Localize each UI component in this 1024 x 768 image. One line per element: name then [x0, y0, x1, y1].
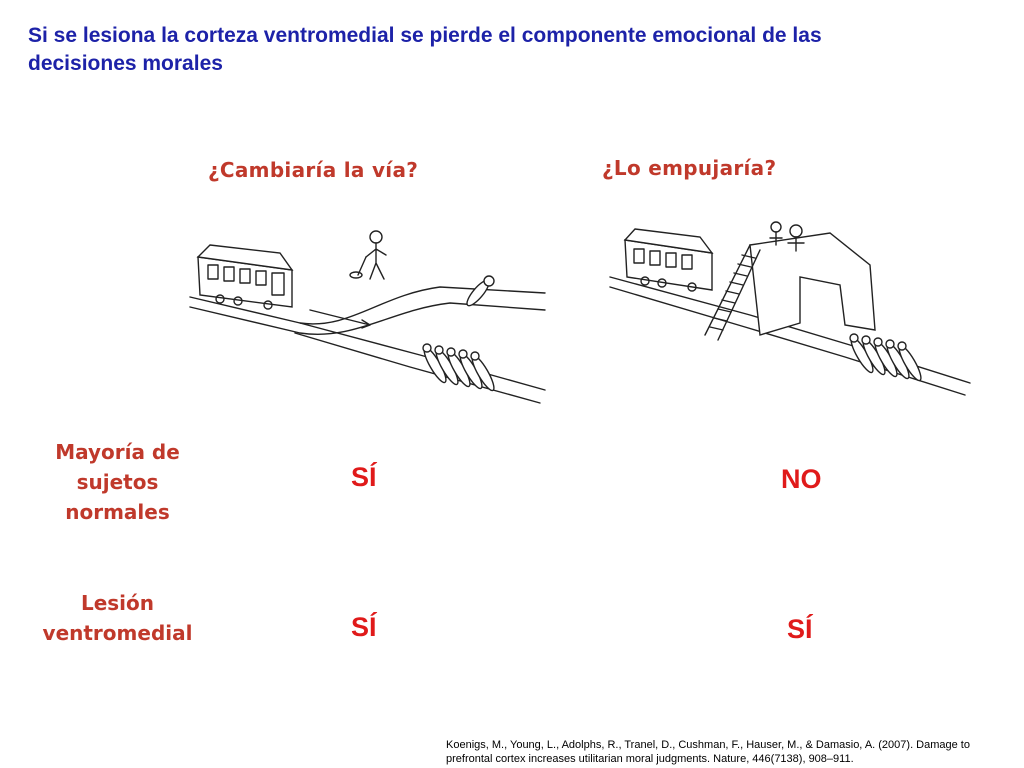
row-label-ventromedial-lesion: Lesión ventromedial [42, 591, 193, 645]
citation: Koenigs, M., Young, L., Adolphs, R., Tranel, D., Cushman, F., Hauser, M., & Damasio, A. (2007). Damage to prefrontal cortex increases utilitarian moral judgments. Nature, 446(7138), 908–911. [446, 739, 970, 765]
question-switch-track: ¿Cambiaría la vía? [208, 158, 419, 182]
answer-normal-switch: SÍ [351, 462, 377, 492]
slide-title: Si se lesiona la corteza ventromedial se pierde el componente emocional de las decisiones morales [28, 24, 822, 75]
row-label-normal-subjects: Mayoría de sujetos normales [55, 440, 180, 524]
answer-normal-push: NO [781, 464, 822, 494]
answer-lesion-switch: SÍ [351, 612, 377, 642]
answer-lesion-push: SÍ [787, 614, 813, 644]
footbridge-illustration [600, 205, 980, 405]
trolley-switch-illustration [180, 215, 550, 420]
question-push-man: ¿Lo empujaría? [602, 156, 777, 180]
